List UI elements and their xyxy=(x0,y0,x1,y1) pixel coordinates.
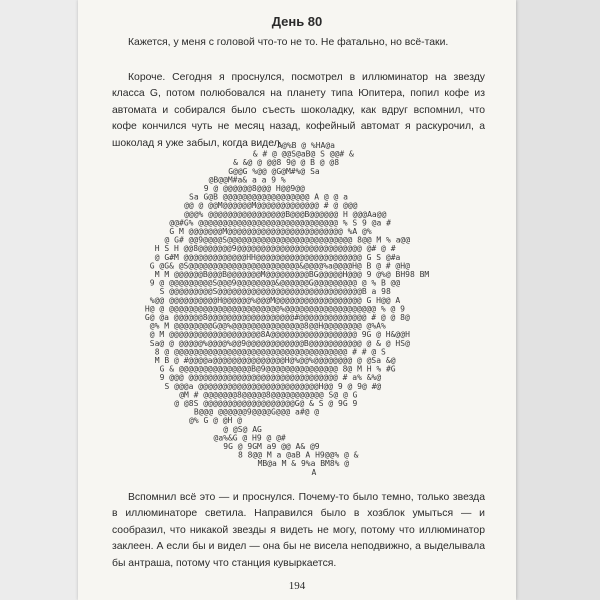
book-page xyxy=(78,0,516,600)
ascii-art-canvas xyxy=(136,140,476,480)
ascii-art-line: S @@@@@@@@@S@@@@@@@@@@@@@@@@@@@@@@@@@@@@@@B a 98 xyxy=(159,287,391,297)
ascii-art-line: 9 @ @@@@@@@@@S@@@9@@@@@@@@&@@@@@@G@@@@@@@@@ @ % B @@ xyxy=(149,278,401,288)
ascii-art-line: @% G @ @H @ xyxy=(189,416,242,426)
ascii-art-line: @ G# @@9@@@@S@@@@@@@@@@@@@@@@@@@@@@@@@@ 8@@ M % a@@ xyxy=(164,235,411,245)
ascii-art-line: M M @@@@@@B@@@B@@@@@@@M@@@@@@@@@BG@@@@@H@@@ 9 @%@ BH98 BM xyxy=(154,270,430,279)
ascii-art-line: MB@a M & 9%a BM8% @ xyxy=(257,459,350,469)
ascii-art-line: G & @@@@@@@@@@@@@@@B@9@@@@@@@@@@@@@@@ 8@ M H % #G xyxy=(159,364,396,374)
paragraph-3: Вспомнил всё это — и проснулся. Почему-то было темно, только звезда в иллюминаторе светила. Направился было в хозблок умыться — и сообразил, что никакой звезды я видеть не могу, потому что иллюминатор заклеен. А если бы и видел — она бы не висела неподвижно, а выделывала бы антраша, потому что станция кувыркается. xyxy=(112,492,485,569)
ascii-art-line: B@@@ @@@@@@9@@@@G@@@ a#@ @ xyxy=(193,407,320,417)
ascii-art-line: 9 @ @@@@@@8@@@ H@@9@@ xyxy=(203,184,305,193)
ascii-art-line: 9 @@@ @@@@@@@@@@@@@@@@@@@@@@@@@@@@@@@ # a% &%@ xyxy=(159,373,382,383)
ascii-art-line: @a%&G @ H9 @ @# xyxy=(213,433,286,443)
ascii-art-line: %@@ @@@@@@@@@@H@@@@@@%@@@M@@@@@@@@@@@@@@@@@@ G H@@ A xyxy=(149,295,401,305)
ascii-art-line: @B@@M#a& a a 9 % xyxy=(208,175,286,185)
ascii-art-line: @% M @@@@@@@@G@@%@@@@@@@@@@@@@@@8@@H@@@@@@@@ @%A% xyxy=(149,321,386,331)
ascii-art-line: @@ @ @@M@@@@@@M@@@@@@@@@@@@@ # @ @@@ xyxy=(184,201,358,211)
ascii-art-line: S @@@a @@@@@@@@@@@@@@@@@@@@@@@@@H@@ 9 @ 9@ #@ xyxy=(164,381,382,391)
ascii-art-planet-illustration xyxy=(136,140,476,480)
ascii-art-line: G M @@@@@@@M@@@@@@@@@@@@@@@@@@@@@@@@ %A @% xyxy=(169,227,372,236)
background-page-edge xyxy=(516,0,600,600)
ascii-art-line: H@ @ @@@@@@@@@@@@@@@@@@@@@@@%@@@@@@@@@@@@@@@@@@@ % @ 9 xyxy=(144,304,405,314)
ascii-art-line: A@%B @ %HA@a xyxy=(277,141,335,150)
ascii-art-line: M B @ #@@@@a@@@@@@@@@@@@@@@H@%@@%@@@@@@@@ @ @Sa &@ xyxy=(154,356,396,365)
ascii-art-line: @M # @@@@@@@8@@@@@8@@@@@@@@@@@ S@ @ G xyxy=(179,390,358,400)
ascii-art-line: Sa@ @ @@@@@%@@@@%@@9@@@@@@@@@@@@B@@@@@@@@@@@ @ & @ HS@ xyxy=(149,338,410,348)
ascii-art-line: @ @8S @@@@@@@@@@@@@@@@@@@G@ & S @ 9G 9 xyxy=(174,399,358,408)
ascii-art-line: @ M @@@@@@@@@@@@@@@@@@@8A@@@@@@@@@@@@@@@@@@ 9G @ H&@@H xyxy=(149,330,410,340)
paragraph-1: Кажется, у меня с головой что-то не то. Не фатально, но всё-таки. xyxy=(128,37,449,48)
ascii-art-line: @@#G% @@@@@@@@@@@@@@@@@@@@@@@@@@@@@ % S 9 @a # xyxy=(169,218,391,228)
ascii-art-line: @ @S@ AG xyxy=(223,424,262,434)
chapter-title: День 80 xyxy=(271,14,323,29)
page-number: 194 xyxy=(288,580,306,592)
ascii-art-line: Sa G@B @@@@@@@@@@@@@@@@@@ A @ @ a xyxy=(189,192,348,202)
ascii-art-line: G@@G %@@ @G@M#%@ Sa xyxy=(228,166,320,176)
ascii-art-line: @@@% @@@@@@@@@@@@@@@@B@@@B@@@@@@ H @@@Aa@@ xyxy=(184,209,387,219)
ascii-art-line: H S H @@8@@@@@@@9@@@@@@@@@@@@@@@@@@@@@@@@@@ @# @ # xyxy=(154,244,396,254)
ascii-art-line: & # @ @@S@aB@ S @@# & xyxy=(252,149,354,159)
ascii-art-line: 9G @ 9GM a9 @@ A& @9 xyxy=(223,442,320,451)
ascii-art-line: & &@ @ @@8 9@ @ B @ @8 xyxy=(233,158,340,168)
ascii-art-line: G@ @a @@@@@@8@@@@@@@@@@@@@@@@@@#@@@@@@@@@@@@@@ # @ @ 8@ xyxy=(144,313,410,322)
ascii-art-line: A xyxy=(311,467,317,477)
paragraph-2: Короче. Сегодня я проснулся, посмотрел в иллюминатор на звезду класса G, потом полюбовался на планету типа Юпитера, попил кофе из автомата и собирался было съесть шоколадку, как вдруг вспомнил, что кофе кончился чуть не месяц назад, кофейный автомат я раскурочил, а шоколад я уже забыл, когда видел. xyxy=(112,72,485,149)
ascii-art-line: @ G#M @@@@@@@@@@@@@HH@@@@@@@@@@@@@@@@@@@@@@ G S @#a xyxy=(154,252,401,262)
ascii-art-line: G @G& @S@@@@@@@@@@@@@@@@@@@@@@@&@@@@%a@@@@H@ B @ # @H@ xyxy=(149,261,410,271)
ascii-art-line: 8 8@@ M a @aB A H9@@% @ & xyxy=(238,450,359,460)
ascii-art-line: 8 @ @@@@@@@@@@@@@@@@@@@@@@@@@@@@@@@@@@@@ # # @ S xyxy=(154,347,386,357)
